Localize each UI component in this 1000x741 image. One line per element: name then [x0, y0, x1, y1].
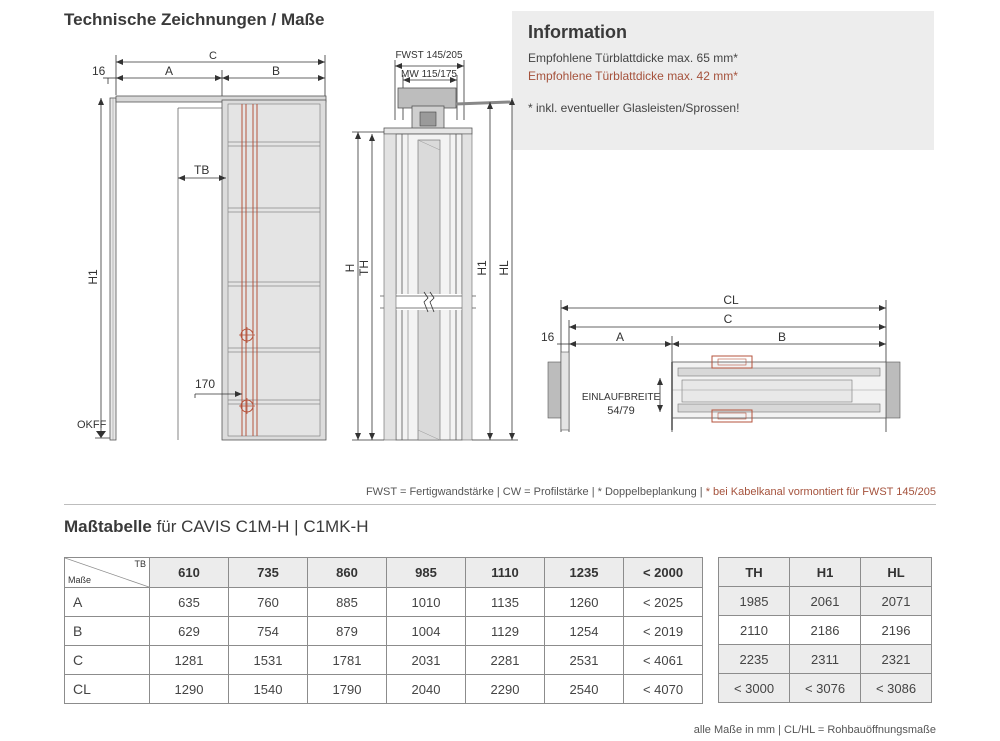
table-title-product: für CAVIS C1M-H | C1MK-H	[151, 517, 369, 536]
dim-label-h: H	[343, 263, 357, 273]
section-title: Technische Zeichnungen / Maße	[64, 10, 325, 29]
table-cell: 1540	[229, 675, 308, 704]
column-header: 1110	[466, 558, 545, 588]
table-cell: 2196	[861, 616, 932, 645]
table-cell: 1129	[466, 617, 545, 646]
table-cell: 2186	[790, 616, 861, 645]
dim-label-16-plan: 16	[541, 330, 555, 344]
table-cell: 1790	[308, 675, 387, 704]
table-cell: 2110	[719, 616, 790, 645]
table-cell: 2281	[466, 646, 545, 675]
table-cell: 629	[150, 617, 229, 646]
information-heading: Information	[528, 22, 627, 42]
corner-masse-label: Maße	[68, 575, 92, 585]
dim-label-h1: H1	[86, 269, 100, 285]
mw-label: MW 115/175	[401, 69, 457, 80]
divider	[64, 504, 936, 505]
glass-strip-note: * inkl. eventueller Glasleisten/Sprossen!	[528, 101, 740, 115]
dim-label-hl: HL	[497, 260, 511, 276]
abbreviation-legend	[366, 486, 936, 498]
row-label: C	[65, 646, 150, 675]
dim-label-a-plan: A	[615, 330, 625, 344]
table-cell: 2061	[790, 587, 861, 616]
table-cell: 879	[308, 617, 387, 646]
table-cell: 2031	[387, 646, 466, 675]
table-cell: 1254	[545, 617, 624, 646]
column-header: HL	[861, 558, 932, 587]
dimension-table	[64, 557, 703, 704]
table-cell: 754	[229, 617, 308, 646]
column-header: 1235	[545, 558, 624, 588]
okff-label: OKFF	[77, 419, 107, 431]
door-thickness-65: Empfohlene Türblattdicke max. 65 mm*	[528, 51, 738, 65]
table-title	[64, 517, 369, 537]
dim-label-c-plan: C	[723, 312, 733, 326]
table-cell: 2040	[387, 675, 466, 704]
table-cell: 2540	[545, 675, 624, 704]
dim-label-b: B	[271, 64, 281, 78]
table-cell: < 2025	[624, 588, 703, 617]
dim-label-tb: TB	[194, 163, 210, 177]
row-label: A	[65, 588, 150, 617]
dim-label-th: TH	[357, 260, 371, 276]
legend-main-text: FWST = Fertigwandstärke | CW = Profilstärke | * Doppelbeplankung |	[365, 486, 706, 498]
table-cell: 885	[308, 588, 387, 617]
units-footer: alle Maße in mm | CL/HL = Rohbauöffnungsmaße	[693, 724, 936, 736]
height-table	[718, 557, 932, 703]
side-section-drawing	[352, 60, 518, 440]
table-cell: < 2019	[624, 617, 703, 646]
table-cell: 2235	[719, 645, 790, 674]
column-header: < 2000	[624, 558, 703, 588]
einlaufbreite-value: 54/79	[607, 405, 635, 417]
table-row	[65, 646, 703, 675]
column-header: 985	[387, 558, 466, 588]
dim-label-170: 170	[195, 377, 216, 391]
table-cell: 1531	[229, 646, 308, 675]
table-cell: 1135	[466, 588, 545, 617]
column-header: 735	[229, 558, 308, 588]
table-row	[65, 675, 703, 704]
table-cell: 1010	[387, 588, 466, 617]
column-header: H1	[790, 558, 861, 587]
table-cell: < 4061	[624, 646, 703, 675]
einlaufbreite-label: EINLAUFBREITE	[581, 392, 661, 403]
dim-label-16: 16	[92, 64, 106, 78]
dim-label-h1-section: H1	[475, 260, 489, 276]
table-corner-cell	[65, 558, 150, 588]
dim-label-b-plan: B	[777, 330, 787, 344]
fwst-label: FWST 145/205	[395, 50, 463, 61]
table-cell: 2071	[861, 587, 932, 616]
table-row	[719, 645, 932, 674]
table-cell: < 3000	[719, 674, 790, 703]
corner-tb-label: TB	[134, 559, 146, 569]
table-row	[65, 588, 703, 617]
table-row	[719, 674, 932, 703]
column-header: TH	[719, 558, 790, 587]
table-cell: 2290	[466, 675, 545, 704]
table-row	[719, 616, 932, 645]
table-cell: 2311	[790, 645, 861, 674]
legend-cable-note: * bei Kabelkanal vormontiert für FWST 145/205	[705, 486, 936, 498]
table-cell: 1004	[387, 617, 466, 646]
table-cell: 1985	[719, 587, 790, 616]
table-cell: 2531	[545, 646, 624, 675]
table-row	[719, 587, 932, 616]
table-title-bold: Maßtabelle	[64, 517, 152, 536]
door-thickness-42: Empfohlene Türblattdicke max. 42 mm*	[528, 69, 738, 83]
table-cell: 635	[150, 588, 229, 617]
table-cell: 1260	[545, 588, 624, 617]
table-cell: < 3086	[861, 674, 932, 703]
row-label: CL	[65, 675, 150, 704]
dim-label-c: C	[209, 50, 217, 62]
table-row	[65, 617, 703, 646]
table-cell: 760	[229, 588, 308, 617]
table-cell: < 4070	[624, 675, 703, 704]
row-label: B	[65, 617, 150, 646]
dim-label-cl: CL	[723, 293, 739, 307]
column-header: 860	[308, 558, 387, 588]
column-header: 610	[150, 558, 229, 588]
table-cell: 1281	[150, 646, 229, 675]
dim-label-a: A	[164, 64, 174, 78]
table-cell: 1781	[308, 646, 387, 675]
table-cell: < 3076	[790, 674, 861, 703]
table-cell: 1290	[150, 675, 229, 704]
table-cell: 2321	[861, 645, 932, 674]
